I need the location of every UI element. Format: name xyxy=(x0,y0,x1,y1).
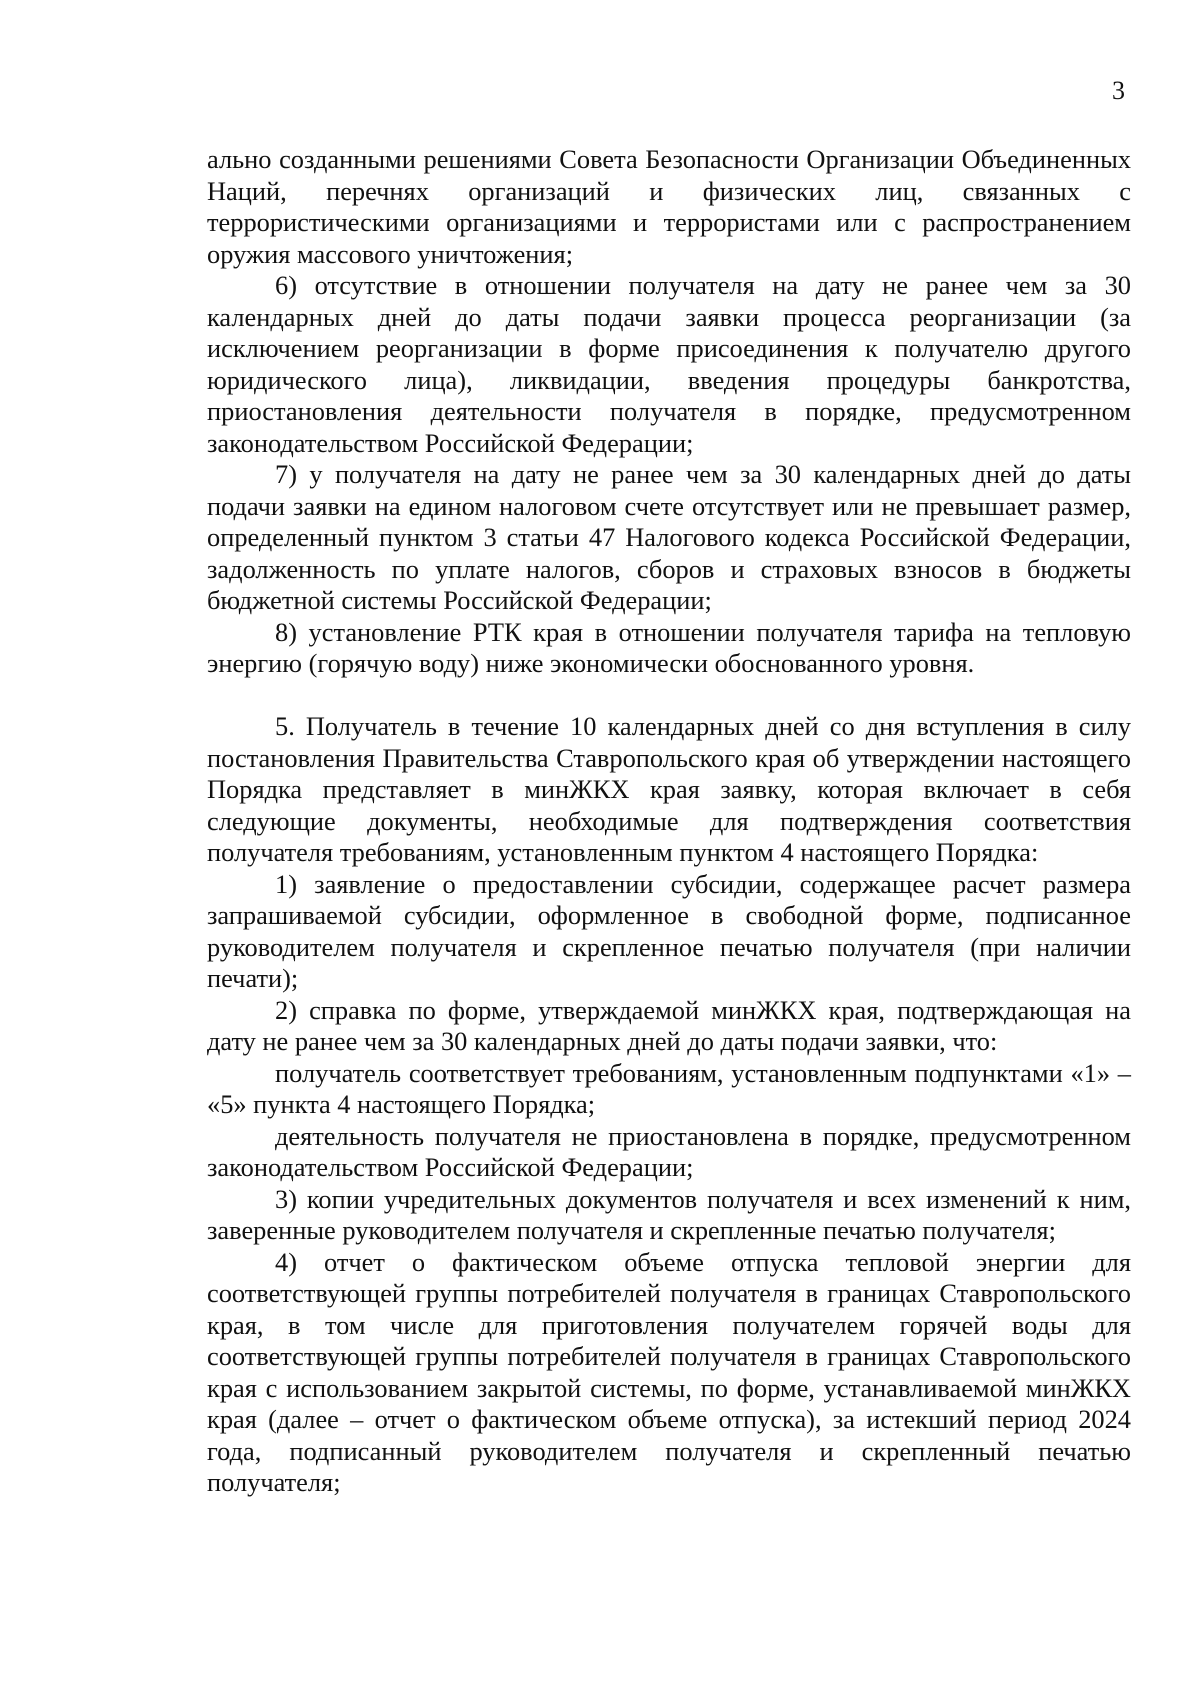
paragraph-section-5: 5. Получатель в течение 10 календарных дней со дня вступления в силу постановления Правительства Ставропольского края об утверждении настоящего Порядка представляет в минЖКХ края заявку, которая включает в себя следующие документы, необходимые для подтверждения соответствия получателя требованиям, установленным пунктом 4 настоящего Порядка: xyxy=(207,711,1131,867)
paragraph-subitem-1: 1) заявление о предоставлении субсидии, содержащее расчет размера запрашиваемой субсидии, оформленное в свободной форме, подписанное руководителем получателя и скрепленное печатью получателя (при наличии печати); xyxy=(207,868,1131,993)
paragraph-continuation: ально созданными решениями Совета Безопасности Организации Объединенных Наций, перечнях организаций и физических лиц, связанных с террористическими организациями и террористами или с распространением оружия массового уничтожения; xyxy=(207,144,1131,269)
document-body xyxy=(207,144,1131,1499)
paragraph-subitem-2: 2) справка по форме, утверждаемой минЖКХ края, подтверждающая на дату не ранее чем за 30 календарных дней до даты подачи заявки, что: xyxy=(207,994,1131,1056)
paragraph-item-7: 7) у получателя на дату не ранее чем за 30 календарных дней до даты подачи заявки на едином налоговом счете отсутствует или не превышает размер, определенный пунктом 3 статьи 47 Налогового кодекса Российской Федерации, задолженность по уплате налогов, сборов и страховых взносов в бюджеты бюджетной системы Российской Федерации; xyxy=(207,459,1131,615)
paragraph-subitem-2-condition-b: деятельность получателя не приостановлена в порядке, предусмотренном законодательством Российской Федерации; xyxy=(207,1120,1131,1182)
paragraph-subitem-2-condition-a: получатель соответствует требованиям, установленным подпунктами «1» – «5» пункта 4 настоящего Порядка; xyxy=(207,1057,1131,1119)
paragraph-item-8: 8) установление РТК края в отношении получателя тарифа на тепловую энергию (горячую воду) ниже экономически обоснованного уровня. xyxy=(207,616,1131,678)
page-number: 3 xyxy=(1112,76,1125,105)
paragraph-subitem-4: 4) отчет о фактическом объеме отпуска тепловой энергии для соответствующей группы потребителей получателя в границах Ставропольского края, в том числе для приготовления получателем горячей воды для соответствующей группы потребителей получателя в границах Ставропольского края с использованием закрытой системы, по форме, устанавливаемой минЖКХ края (далее – отчет о фактическом объеме отпуска), за истекший период 2024 года, подписанный руководителем получателя и скрепленный печатью получателя; xyxy=(207,1246,1131,1497)
paragraph-subitem-3: 3) копии учредительных документов получателя и всех изменений к ним, заверенные руководителем получателя и скрепленные печатью получателя; xyxy=(207,1183,1131,1245)
paragraph-item-6: 6) отсутствие в отношении получателя на дату не ранее чем за 30 календарных дней до даты подачи заявки процесса реорганизации (за исключением реорганизации в форме присоединения к получателю другого юридического лица), ликвидации, введения процедуры банкротства, приостановления деятельности получателя в порядке, предусмотренном законодательством Российской Федерации; xyxy=(207,270,1131,458)
